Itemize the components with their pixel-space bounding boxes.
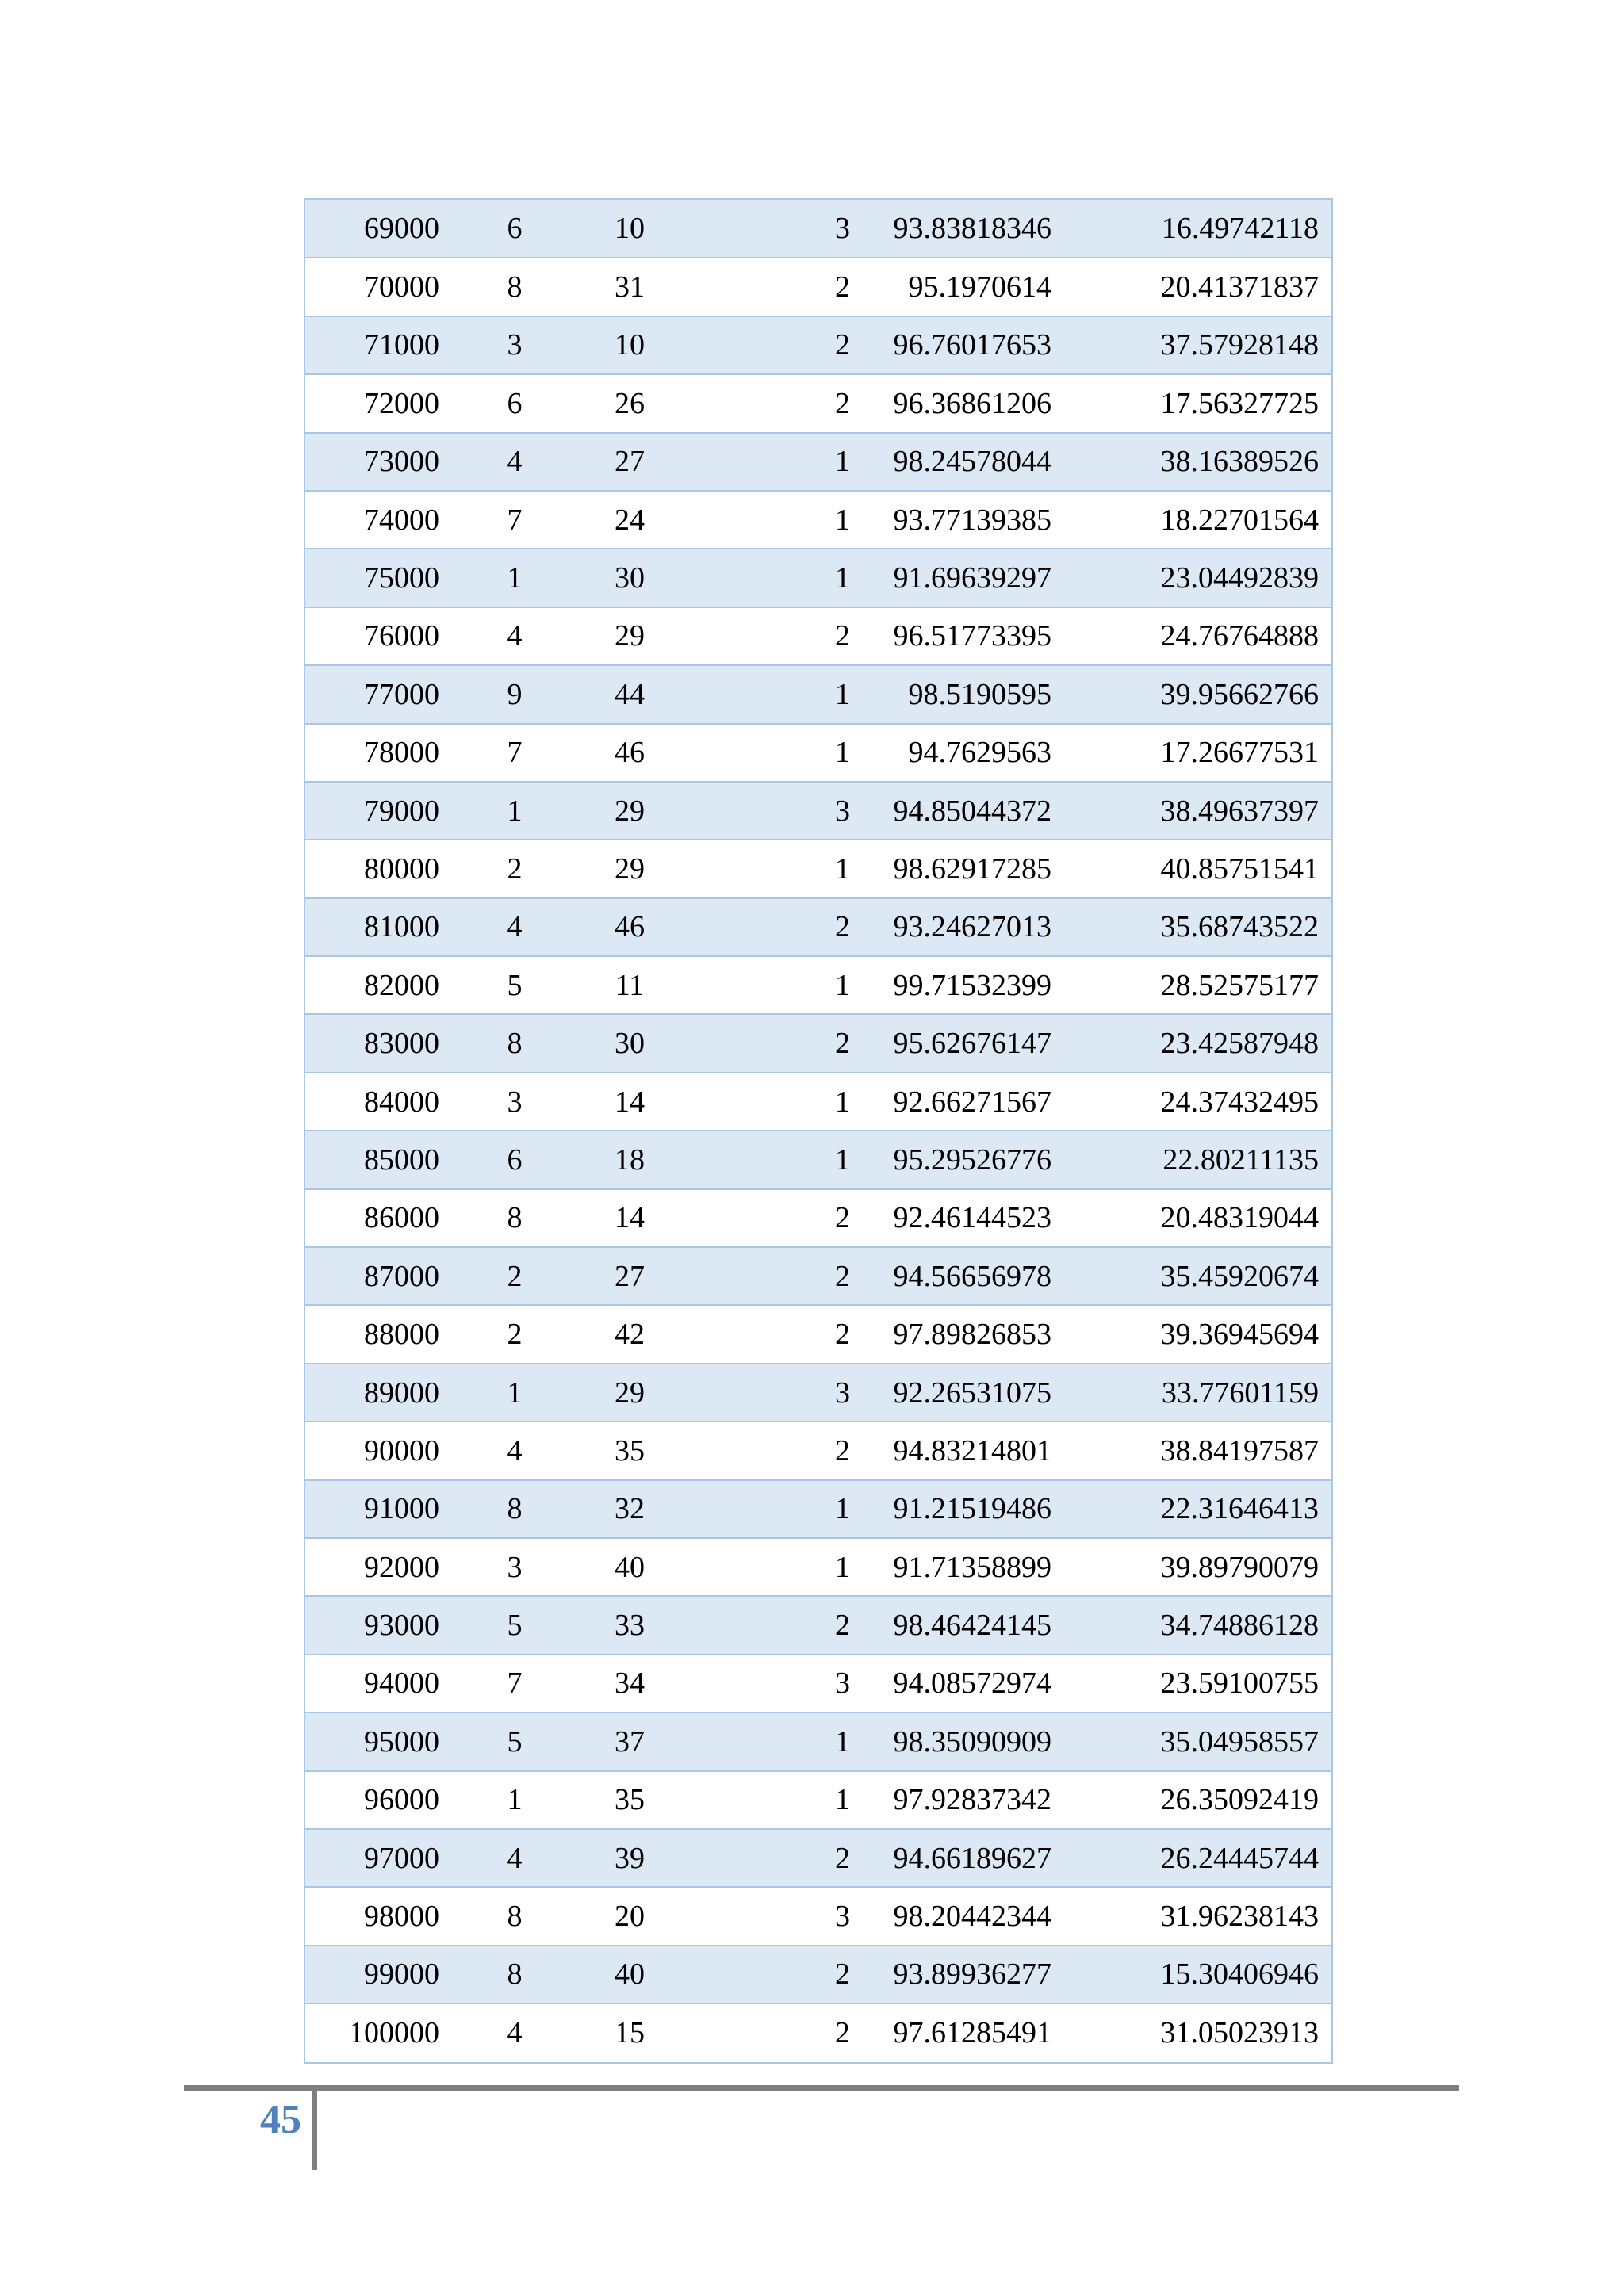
table-cell: 40.85751541 [1066, 840, 1331, 897]
table-cell: 72000 [305, 374, 455, 432]
table-cell: 7 [455, 724, 574, 782]
table-cell: 1 [685, 433, 860, 491]
table-row [305, 200, 1331, 258]
table-cell: 94.85044372 [860, 782, 1066, 840]
table-cell: 88000 [305, 1305, 455, 1363]
table-cell: 29 [574, 607, 685, 665]
table-row [305, 1829, 1331, 1887]
table-row [305, 1131, 1331, 1188]
table-cell: 3 [685, 782, 860, 840]
table-row [305, 1771, 1331, 1829]
table-cell: 93.89936277 [860, 1946, 1066, 2003]
table-cell: 1 [685, 840, 860, 897]
table-cell: 1 [685, 1771, 860, 1829]
table-cell: 93.24627013 [860, 898, 1066, 956]
table-cell: 39.89790079 [1066, 1538, 1331, 1596]
table-row [305, 1946, 1331, 2003]
table-cell: 85000 [305, 1131, 455, 1188]
table-cell: 46 [574, 724, 685, 782]
table-cell: 81000 [305, 898, 455, 956]
table-cell: 31.05023913 [1066, 2003, 1331, 2061]
table-cell: 95.1970614 [860, 258, 1066, 316]
table-cell: 35 [574, 1771, 685, 1829]
table-cell: 87000 [305, 1247, 455, 1305]
table-cell: 37.57928148 [1066, 316, 1331, 374]
table-row [305, 1712, 1331, 1770]
table-row [305, 374, 1331, 432]
table-body [305, 200, 1331, 2062]
table-cell: 98.46424145 [860, 1596, 1066, 1654]
table-cell: 27 [574, 1247, 685, 1305]
table-cell: 89000 [305, 1364, 455, 1422]
table-cell: 23.59100755 [1066, 1655, 1331, 1712]
table-cell: 1 [685, 549, 860, 607]
table-cell: 3 [455, 1538, 574, 1596]
table-cell: 94.08572974 [860, 1655, 1066, 1712]
table-cell: 2 [685, 2003, 860, 2061]
footer-divider [312, 2091, 317, 2170]
table-cell: 3 [685, 1364, 860, 1422]
table-cell: 46 [574, 898, 685, 956]
table-cell: 35.04958557 [1066, 1712, 1331, 1770]
table-cell: 73000 [305, 433, 455, 491]
table-cell: 2 [685, 374, 860, 432]
table-cell: 84000 [305, 1073, 455, 1131]
table-row [305, 1596, 1331, 1654]
table-cell: 1 [685, 1480, 860, 1538]
table-row [305, 549, 1331, 607]
table-cell: 3 [455, 1073, 574, 1131]
table-cell: 94000 [305, 1655, 455, 1712]
table-cell: 92.46144523 [860, 1189, 1066, 1247]
table-cell: 86000 [305, 1189, 455, 1247]
table-cell: 29 [574, 840, 685, 897]
table-row [305, 258, 1331, 316]
table-cell: 22.31646413 [1066, 1480, 1331, 1538]
table-cell: 2 [685, 1189, 860, 1247]
table-cell: 44 [574, 665, 685, 723]
table-cell: 5 [455, 1712, 574, 1770]
data-table-container [304, 198, 1333, 2064]
table-cell: 8 [455, 258, 574, 316]
table-cell: 10 [574, 316, 685, 374]
table-cell: 6 [455, 374, 574, 432]
table-cell: 26.35092419 [1066, 1771, 1331, 1829]
table-cell: 6 [455, 200, 574, 258]
table-cell: 24 [574, 491, 685, 549]
table-cell: 18.22701564 [1066, 491, 1331, 549]
table-cell: 1 [685, 1712, 860, 1770]
table-row [305, 782, 1331, 840]
table-cell: 26.24445744 [1066, 1829, 1331, 1887]
table-cell: 2 [685, 1247, 860, 1305]
table-row [305, 1189, 1331, 1247]
table-cell: 98.62917285 [860, 840, 1066, 897]
table-cell: 24.76764888 [1066, 607, 1331, 665]
table-cell: 35.68743522 [1066, 898, 1331, 956]
table-row [305, 840, 1331, 897]
table-cell: 33.77601159 [1066, 1364, 1331, 1422]
table-row [305, 607, 1331, 665]
table-cell: 9 [455, 665, 574, 723]
table-cell: 34.74886128 [1066, 1596, 1331, 1654]
table-cell: 95.29526776 [860, 1131, 1066, 1188]
table-cell: 98.20442344 [860, 1887, 1066, 1945]
table-cell: 98000 [305, 1887, 455, 1945]
table-cell: 15.30406946 [1066, 1946, 1331, 2003]
table-cell: 96.36861206 [860, 374, 1066, 432]
table-cell: 99000 [305, 1946, 455, 2003]
table-cell: 6 [455, 1131, 574, 1188]
table-cell: 8 [455, 1014, 574, 1072]
table-row [305, 1305, 1331, 1363]
table-cell: 2 [455, 840, 574, 897]
table-cell: 4 [455, 1422, 574, 1479]
table-cell: 33 [574, 1596, 685, 1654]
table-cell: 1 [685, 665, 860, 723]
table-cell: 38.49637397 [1066, 782, 1331, 840]
table-cell: 97000 [305, 1829, 455, 1887]
table-row [305, 1538, 1331, 1596]
table-cell: 34 [574, 1655, 685, 1712]
table-cell: 97.61285491 [860, 2003, 1066, 2061]
table-cell: 90000 [305, 1422, 455, 1479]
table-cell: 10 [574, 200, 685, 258]
table-cell: 96.76017653 [860, 316, 1066, 374]
table-cell: 83000 [305, 1014, 455, 1072]
table-cell: 35 [574, 1422, 685, 1479]
table-cell: 91.21519486 [860, 1480, 1066, 1538]
table-cell: 78000 [305, 724, 455, 782]
table-cell: 8 [455, 1480, 574, 1538]
table-cell: 98.5190595 [860, 665, 1066, 723]
table-cell: 2 [685, 316, 860, 374]
table-cell: 76000 [305, 607, 455, 665]
table-cell: 14 [574, 1073, 685, 1131]
table-cell: 1 [685, 956, 860, 1014]
table-cell: 1 [685, 491, 860, 549]
table-cell: 4 [455, 898, 574, 956]
table-cell: 75000 [305, 549, 455, 607]
table-cell: 69000 [305, 200, 455, 258]
table-cell: 27 [574, 433, 685, 491]
table-cell: 1 [455, 782, 574, 840]
table-cell: 5 [455, 956, 574, 1014]
table-cell: 31.96238143 [1066, 1887, 1331, 1945]
table-cell: 1 [685, 1073, 860, 1131]
table-cell: 94.56656978 [860, 1247, 1066, 1305]
table-cell: 28.52575177 [1066, 956, 1331, 1014]
table-cell: 18 [574, 1131, 685, 1188]
table-cell: 1 [685, 724, 860, 782]
table-cell: 23.04492839 [1066, 549, 1331, 607]
table-row [305, 1014, 1331, 1072]
footer-rule [184, 2085, 1459, 2091]
table-row [305, 1247, 1331, 1305]
table-cell: 3 [685, 1655, 860, 1712]
table-cell: 91.69639297 [860, 549, 1066, 607]
table-cell: 29 [574, 1364, 685, 1422]
data-table [305, 200, 1331, 2062]
table-cell: 15 [574, 2003, 685, 2061]
table-cell: 2 [685, 1829, 860, 1887]
table-cell: 97.92837342 [860, 1771, 1066, 1829]
table-cell: 94.66189627 [860, 1829, 1066, 1887]
table-cell: 1 [455, 1364, 574, 1422]
table-cell: 38.16389526 [1066, 433, 1331, 491]
table-cell: 2 [685, 258, 860, 316]
table-cell: 94.7629563 [860, 724, 1066, 782]
table-cell: 91000 [305, 1480, 455, 1538]
table-cell: 100000 [305, 2003, 455, 2061]
table-cell: 1 [455, 1771, 574, 1829]
table-cell: 94.83214801 [860, 1422, 1066, 1479]
table-row [305, 2003, 1331, 2061]
table-cell: 29 [574, 782, 685, 840]
table-row [305, 1887, 1331, 1945]
table-cell: 80000 [305, 840, 455, 897]
table-cell: 96.51773395 [860, 607, 1066, 665]
table-cell: 92.26531075 [860, 1364, 1066, 1422]
table-cell: 98.24578044 [860, 433, 1066, 491]
table-cell: 96000 [305, 1771, 455, 1829]
table-cell: 20.41371837 [1066, 258, 1331, 316]
table-cell: 40 [574, 1538, 685, 1596]
table-cell: 17.56327725 [1066, 374, 1331, 432]
table-cell: 95000 [305, 1712, 455, 1770]
table-cell: 23.42587948 [1066, 1014, 1331, 1072]
table-row [305, 433, 1331, 491]
table-cell: 7 [455, 1655, 574, 1712]
table-cell: 2 [455, 1247, 574, 1305]
table-cell: 14 [574, 1189, 685, 1247]
table-row [305, 1422, 1331, 1479]
table-row [305, 1364, 1331, 1422]
table-cell: 35.45920674 [1066, 1247, 1331, 1305]
table-row [305, 898, 1331, 956]
table-cell: 8 [455, 1946, 574, 2003]
table-cell: 2 [685, 1305, 860, 1363]
table-cell: 93000 [305, 1596, 455, 1654]
table-cell: 30 [574, 549, 685, 607]
table-cell: 17.26677531 [1066, 724, 1331, 782]
table-cell: 98.35090909 [860, 1712, 1066, 1770]
table-cell: 39.36945694 [1066, 1305, 1331, 1363]
table-cell: 39.95662766 [1066, 665, 1331, 723]
table-cell: 95.62676147 [860, 1014, 1066, 1072]
table-cell: 2 [685, 1422, 860, 1479]
table-cell: 31 [574, 258, 685, 316]
table-cell: 42 [574, 1305, 685, 1363]
table-cell: 3 [685, 200, 860, 258]
table-cell: 16.49742118 [1066, 200, 1331, 258]
table-cell: 1 [455, 549, 574, 607]
table-cell: 8 [455, 1189, 574, 1247]
table-cell: 26 [574, 374, 685, 432]
table-cell: 1 [685, 1538, 860, 1596]
table-cell: 79000 [305, 782, 455, 840]
table-cell: 70000 [305, 258, 455, 316]
table-cell: 7 [455, 491, 574, 549]
table-row [305, 665, 1331, 723]
table-row [305, 316, 1331, 374]
table-cell: 1 [685, 1131, 860, 1188]
table-cell: 93.77139385 [860, 491, 1066, 549]
table-cell: 40 [574, 1946, 685, 2003]
table-cell: 20 [574, 1887, 685, 1945]
table-cell: 11 [574, 956, 685, 1014]
table-cell: 92.66271567 [860, 1073, 1066, 1131]
table-cell: 22.80211135 [1066, 1131, 1331, 1188]
table-cell: 2 [685, 1014, 860, 1072]
table-cell: 37 [574, 1712, 685, 1770]
table-row [305, 1655, 1331, 1712]
table-cell: 4 [455, 1829, 574, 1887]
table-cell: 3 [685, 1887, 860, 1945]
table-cell: 32 [574, 1480, 685, 1538]
table-cell: 2 [455, 1305, 574, 1363]
table-cell: 2 [685, 1596, 860, 1654]
table-cell: 24.37432495 [1066, 1073, 1331, 1131]
table-cell: 2 [685, 1946, 860, 2003]
table-cell: 3 [455, 316, 574, 374]
table-cell: 91.71358899 [860, 1538, 1066, 1596]
table-cell: 92000 [305, 1538, 455, 1596]
table-cell: 4 [455, 2003, 574, 2061]
table-cell: 2 [685, 898, 860, 956]
page-number: 45 [260, 2097, 301, 2142]
table-cell: 5 [455, 1596, 574, 1654]
table-row [305, 724, 1331, 782]
table-cell: 30 [574, 1014, 685, 1072]
table-row [305, 1480, 1331, 1538]
table-cell: 71000 [305, 316, 455, 374]
table-cell: 4 [455, 433, 574, 491]
table-cell: 2 [685, 607, 860, 665]
table-row [305, 1073, 1331, 1131]
table-row [305, 956, 1331, 1014]
table-cell: 77000 [305, 665, 455, 723]
table-cell: 39 [574, 1829, 685, 1887]
table-cell: 8 [455, 1887, 574, 1945]
table-cell: 82000 [305, 956, 455, 1014]
table-cell: 4 [455, 607, 574, 665]
table-row [305, 491, 1331, 549]
table-cell: 74000 [305, 491, 455, 549]
table-cell: 20.48319044 [1066, 1189, 1331, 1247]
table-cell: 38.84197587 [1066, 1422, 1331, 1479]
table-cell: 97.89826853 [860, 1305, 1066, 1363]
table-cell: 99.71532399 [860, 956, 1066, 1014]
table-cell: 93.83818346 [860, 200, 1066, 258]
